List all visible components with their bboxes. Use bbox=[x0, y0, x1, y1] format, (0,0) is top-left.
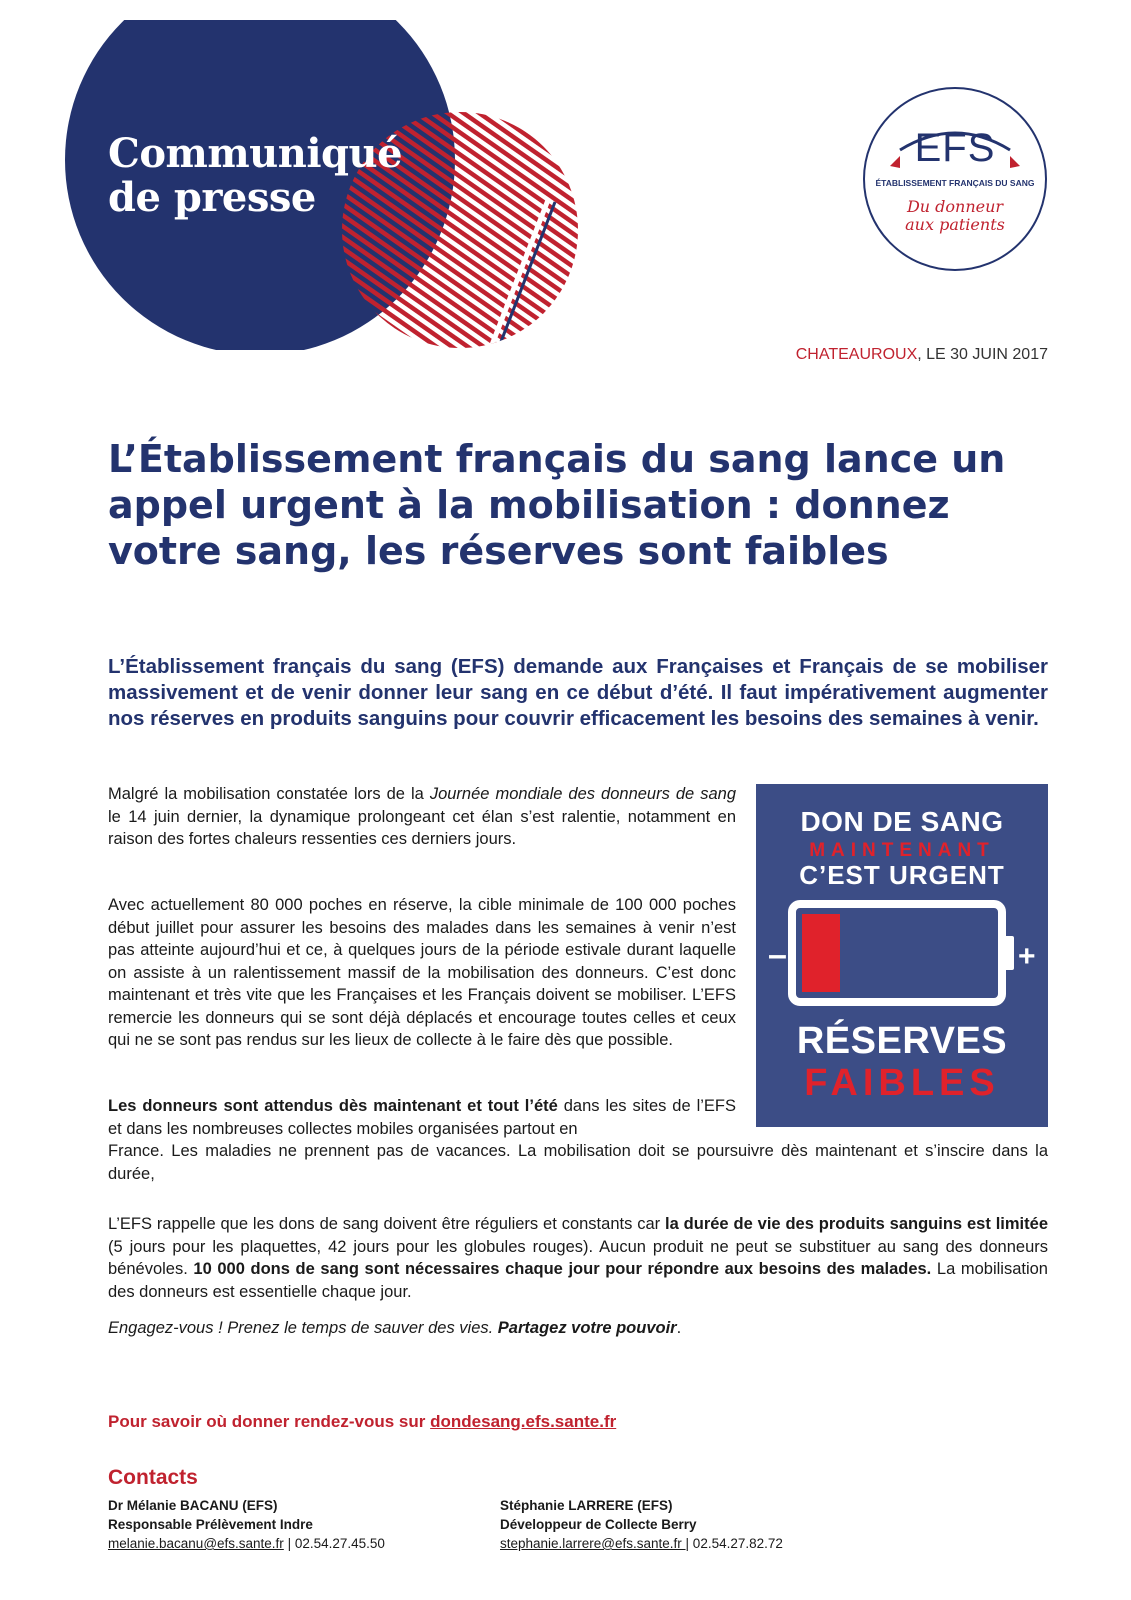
battery-fill bbox=[802, 914, 840, 992]
don-de-sang-poster bbox=[756, 784, 1048, 1127]
poster-line-2: MAINTENANT bbox=[809, 840, 995, 861]
p3-narrow-block bbox=[108, 1095, 736, 1140]
battery-low-icon bbox=[756, 894, 1048, 1014]
p4-text-b: (5 jours pour les plaquettes, 42 jours pour les globules rouges). Aucun produit ne peut se substituer au sang des donneurs bénévoles. bbox=[108, 1237, 1048, 1278]
more-info-text: Pour savoir où donner rendez-vous sur bbox=[108, 1412, 431, 1431]
logo-name: EFS bbox=[914, 126, 996, 170]
p1-text-b: le 14 juin dernier, la dynamique prolongeant cet élan s’est ralentie, notamment en raison des fortes chaleurs ressenties ces derniers jours. bbox=[108, 807, 736, 848]
poster-line-4: RÉSERVES bbox=[796, 1020, 1008, 1062]
poster-line-1: DON DE SANG bbox=[800, 806, 1004, 837]
paragraph-2: Avec actuellement 80 000 poches en réserve, la cible minimale de 100 000 poches début juillet pour assurer les besoins des malades dans les semaines à venir n’est pas atteinte aujourd’hui et ce, à quelques jours de la période estivale durant laquelle on assiste à un ralentissement massif de la mobilisation des donneurs. C’est donc maintenant et très vite que les Françaises et les Français doivent se mobiliser. L’EFS remercie les donneurs qui se sont déjà déplacés et encourage toutes celles et ceux qui ne se sont pas rendus sur les lieux de collecte à le faire dès que possible. bbox=[108, 896, 736, 1049]
dateline-city: CHATEAUROUX bbox=[795, 346, 918, 363]
dateline-date: , LE 30 JUIN 2017 bbox=[917, 346, 1048, 363]
contact-2 bbox=[500, 1496, 920, 1553]
contact-1-name: Dr Mélanie BACANU (EFS) bbox=[108, 1498, 278, 1513]
paragraph-5 bbox=[108, 1317, 1048, 1340]
p4-text-c: La mobilisation des donneurs est essentielle chaque jour. bbox=[108, 1260, 1048, 1301]
p1-text-a: Malgré la mobilisation constatée lors de la bbox=[108, 785, 430, 803]
press-release-title-line1: Communiqué bbox=[108, 130, 403, 177]
battery-minus: – bbox=[768, 936, 787, 974]
dondesang-link[interactable]: dondesang.efs.sante.fr bbox=[430, 1412, 617, 1431]
logo-tagline-line2: aux patients bbox=[905, 215, 1005, 234]
headline: L’Établissement français du sang lance un appel urgent à la mobilisation : donnez votre sang, les réserves sont faibles bbox=[108, 437, 1006, 573]
p4-bold-2: 10 000 dons de sang sont nécessaires chaque jour pour répondre aux besoins des malades. bbox=[193, 1260, 932, 1278]
p4-bold-1: la durée de vie des produits sanguins est limitée bbox=[665, 1215, 1048, 1233]
p5-emphasis-bold: Partagez votre pouvoir bbox=[497, 1319, 677, 1337]
contact-1 bbox=[108, 1496, 488, 1553]
logo-subtitle: ÉTABLISSEMENT FRANÇAIS DU SANG bbox=[875, 178, 1035, 188]
p3-text-b: France. Les maladies ne prennent pas de vacances. La mobilisation doit se poursuivre dès maintenant et s’inscire dans la durée, bbox=[108, 1142, 1048, 1183]
p1-emphasis: Journée mondiale des donneurs de sang bbox=[429, 785, 737, 803]
press-release-title-line2: de presse bbox=[108, 174, 316, 221]
contact-2-email-link[interactable]: stephanie.larrere@efs.sante.fr bbox=[500, 1536, 686, 1551]
contact-1-phone: | 02.54.27.45.50 bbox=[283, 1536, 385, 1551]
press-release-title bbox=[108, 132, 468, 220]
p3-bold: Les donneurs sont attendus dès maintenant et tout l’été bbox=[108, 1097, 558, 1115]
lead-paragraph: L’Établissement français du sang (EFS) demande aux Françaises et Français de se mobiliser massivement et de venir donner leur sang en ce début d’été. Il faut impérativement augmenter nos réserves en produits sanguins pour couvrir efficacement les besoins des semaines à venir. bbox=[108, 655, 1048, 730]
contact-2-name: Stéphanie LARRERE (EFS) bbox=[500, 1498, 673, 1513]
battery-plus: + bbox=[1018, 940, 1036, 973]
p5-end: . bbox=[676, 1319, 682, 1337]
contact-2-role: Développeur de Collecte Berry bbox=[500, 1517, 697, 1532]
poster-line-5: FAIBLES bbox=[804, 1062, 1000, 1104]
logo-tagline-line1: Du donneur bbox=[906, 197, 1004, 216]
paragraph-1 bbox=[108, 783, 736, 851]
p3-text-a: dans les sites de l’EFS et dans les nombreuses collectes mobiles organisées partout en bbox=[108, 1097, 736, 1138]
paragraph-4 bbox=[108, 1213, 1048, 1303]
poster-line-3: C’EST URGENT bbox=[799, 860, 1005, 890]
p5-emphasis: Engagez-vous ! Prenez le temps de sauver des vies. bbox=[108, 1319, 498, 1337]
dateline bbox=[600, 346, 1048, 364]
contacts-title: Contacts bbox=[108, 1466, 198, 1489]
more-info bbox=[108, 1412, 908, 1432]
logo-tagline bbox=[860, 198, 1050, 234]
p4-text-a: L’EFS rappelle que les dons de sang doivent être réguliers et constants car bbox=[108, 1215, 666, 1233]
contact-1-email-link[interactable]: melanie.bacanu@efs.sante.fr bbox=[108, 1536, 284, 1551]
contact-2-phone: | 02.54.27.82.72 bbox=[685, 1536, 783, 1551]
contact-1-role: Responsable Prélèvement Indre bbox=[108, 1517, 313, 1532]
